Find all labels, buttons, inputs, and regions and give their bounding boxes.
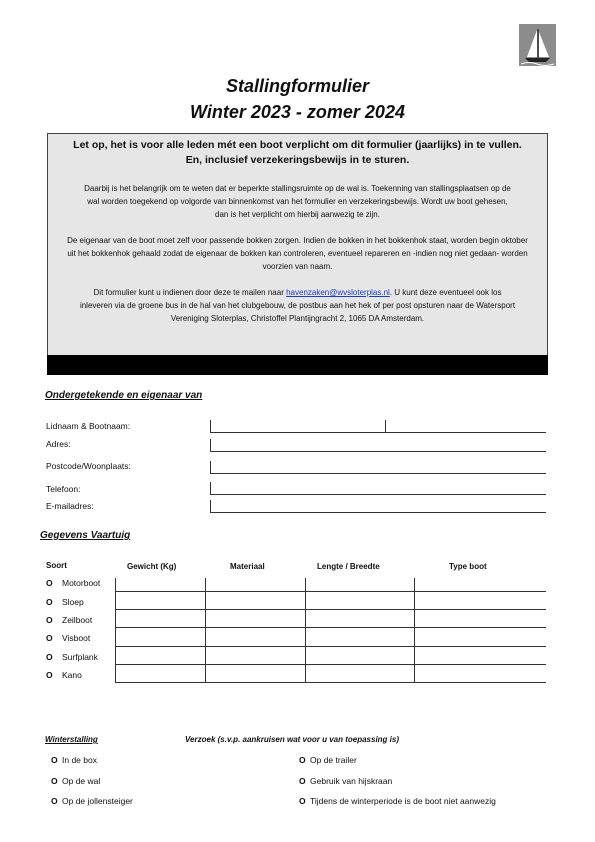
checkbox-motorboat[interactable]: O: [46, 578, 53, 588]
email-field[interactable]: [210, 512, 546, 513]
column-length-width: Lengte / Breedte: [317, 562, 380, 571]
option-motorboat: Motorboot: [62, 578, 101, 588]
vessel-row-line[interactable]: [115, 591, 546, 592]
address-field[interactable]: [210, 451, 546, 452]
request-instruction: Verzoek (s.v.p. aankruisen wat voor u van toepassing is): [185, 735, 399, 744]
form-title: Stallingformulier: [225, 76, 369, 96]
notice-bottom-bar: [47, 355, 548, 375]
submission-text: Dit formulier kunt u indienen door deze te mailen naar: [93, 288, 287, 297]
notice-paragraph-storage: Daarbij is het belangrijk om te weten dat er beperkte stallingsruimte op de wal is. Toekenning van stallingsplaatsen op de wal worden toegekend op volgorde van binnenkomst van het formulier en verzekeringsbewijs. Wordt uw boot gehesen, dan is het verplicht om hierbij aanwezig te zijn.: [84, 184, 511, 219]
vessel-column-divider: [205, 578, 206, 682]
label-email: E-mailadres:: [46, 501, 94, 511]
postcode-city-field[interactable]: [210, 473, 546, 474]
checkbox-boat-absent[interactable]: O: [299, 796, 306, 806]
checkbox-surfboard[interactable]: O: [46, 652, 53, 662]
option-sailboat: Zeilboot: [62, 615, 93, 625]
owner-heading: Ondergetekende en eigenaar van: [45, 390, 203, 401]
column-weight: Gewicht (Kg): [127, 562, 177, 571]
option-canoe: Kano: [62, 670, 82, 680]
checkbox-in-box[interactable]: O: [51, 755, 58, 765]
column-boat-type: Type boot: [449, 562, 487, 571]
checkbox-fishing-boat[interactable]: O: [46, 633, 53, 643]
vessel-column-divider: [414, 578, 415, 682]
checkbox-sloop[interactable]: O: [46, 597, 53, 607]
field-tick: [385, 420, 386, 432]
option-fishing-boat: Visboot: [62, 633, 91, 643]
field-tick: [210, 500, 211, 512]
field-tick: [210, 482, 211, 494]
email-link[interactable]: havenzaken@wvsloterplas.nl: [286, 288, 390, 297]
winter-storage-heading: Winterstalling: [45, 735, 98, 744]
notice-box: [47, 133, 548, 356]
option-crane: Gebruik van hijskraan: [310, 776, 393, 786]
option-on-shore: Op de wal: [62, 776, 101, 786]
notice-warning-line1: Let op, het is voor alle leden mét een boot verplicht om dit formulier (jaarlijks) in te vullen.: [73, 139, 522, 151]
vessel-row-line[interactable]: [115, 646, 546, 647]
field-tick: [210, 439, 211, 451]
column-type: Soort: [46, 561, 67, 570]
vessel-column-divider: [115, 578, 116, 682]
option-sloop: Sloep: [62, 597, 84, 607]
notice-warning-line2: En, inclusief verzekeringsbewijs in te sturen.: [185, 154, 410, 166]
checkbox-on-trailer[interactable]: O: [299, 755, 306, 765]
notice-paragraph-submission: [60, 286, 535, 325]
club-logo: [519, 24, 556, 66]
label-address: Adres:: [46, 439, 71, 449]
label-member-boat-name: Lidnaam & Bootnaam:: [46, 421, 131, 431]
phone-field[interactable]: [210, 494, 546, 495]
vessel-column-divider: [305, 578, 306, 682]
field-tick: [210, 420, 211, 432]
member-boat-name-field[interactable]: [210, 432, 546, 433]
checkbox-on-shore[interactable]: O: [51, 776, 58, 786]
vessel-heading: Gegevens Vaartuig: [40, 530, 131, 541]
checkbox-crane[interactable]: O: [299, 776, 306, 786]
field-tick: [210, 461, 211, 473]
checkbox-canoe[interactable]: O: [46, 670, 53, 680]
option-dinghy-jetty: Op de jollensteiger: [62, 796, 133, 806]
column-material: Materiaal: [230, 562, 265, 571]
vessel-row-line[interactable]: [115, 664, 546, 665]
option-on-trailer: Op de trailer: [310, 755, 357, 765]
option-boat-absent: Tijdens de winterperiode is de boot niet aanwezig: [310, 796, 496, 806]
checkbox-sailboat[interactable]: O: [46, 615, 53, 625]
option-surfboard: Surfplank: [62, 652, 98, 662]
label-phone: Telefoon:: [46, 484, 81, 494]
form-subtitle: Winter 2023 - zomer 2024: [190, 102, 405, 122]
submission-text-rest: . U kunt deze eventueel ook los inleveren via de groene bus in de hal van het clubgebouw, de postbus aan het hek of per post opsturen naar de Watersport Vereniging Sloterplas, Christoffel Plantijngracht 2, 1065 DA Amsterdam.: [79, 288, 516, 323]
vessel-row-line[interactable]: [115, 609, 546, 610]
label-postcode-city: Postcode/Woonplaats:: [46, 461, 131, 471]
checkbox-dinghy-jetty[interactable]: O: [51, 796, 58, 806]
vessel-row-line[interactable]: [115, 627, 546, 628]
vessel-row-line[interactable]: [115, 682, 546, 683]
notice-paragraph-trestles: De eigenaar van de boot moet zelf voor passende bokken zorgen. Indien de bokken in het bokkenhok staat, worden begin oktober uit het bokkenhok gehaald zodat de eigenaar de bokken kan controleren, eventueel repareren en -indien nog niet gedaan- worden voorzien van naam.: [67, 236, 528, 271]
option-in-box: In de box: [62, 755, 97, 765]
